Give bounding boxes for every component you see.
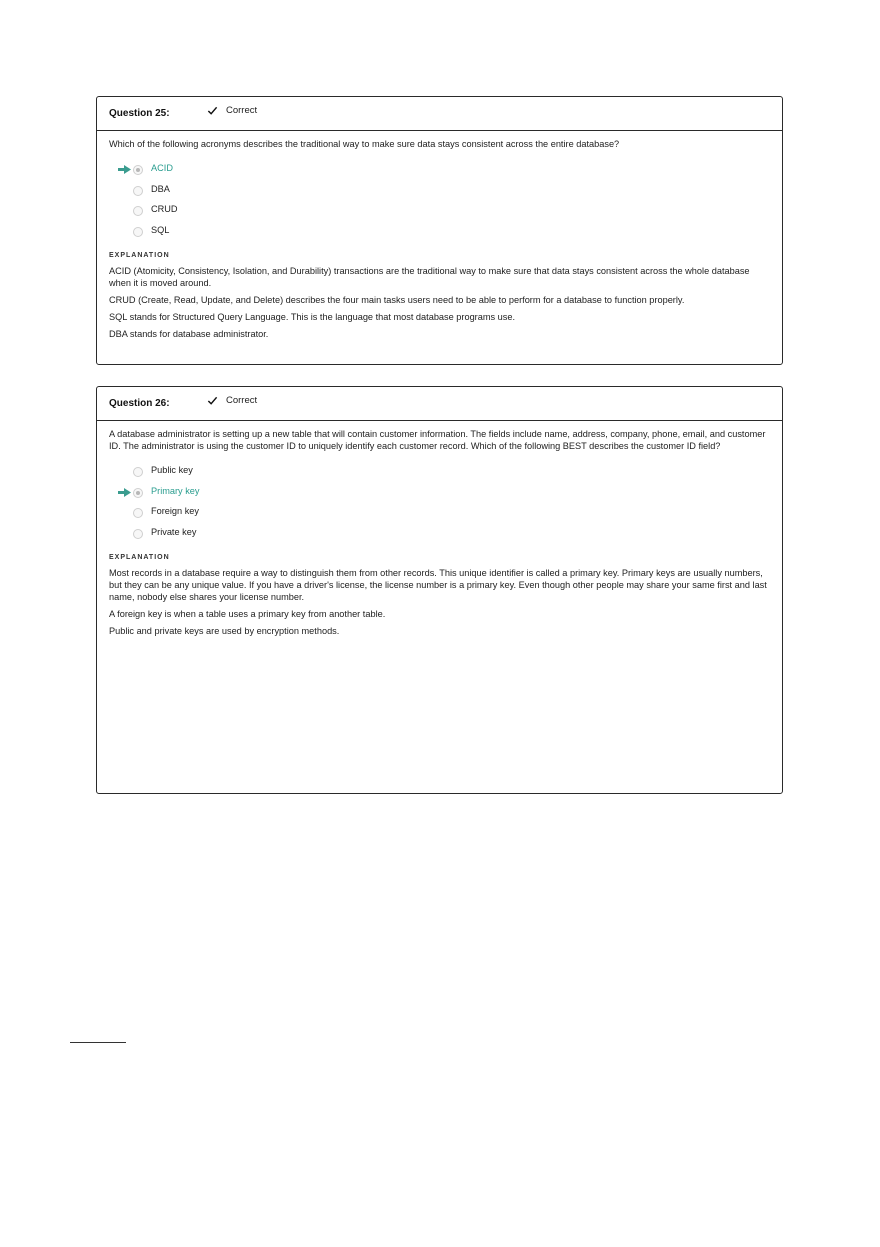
result-status-label: Correct [226,105,258,116]
option-label: Public key [151,465,193,475]
option-label: ACID [151,163,173,173]
answer-option[interactable] [109,524,770,545]
explanation-paragraph: Public and private keys are used by encryption methods. [109,626,340,636]
question-card-25 [96,96,783,365]
answer-options [109,160,770,242]
answer-option[interactable] [109,181,770,202]
explanation-paragraph: CRUD (Create, Read, Update, and Delete) describes the four main tasks users need to be able to perform for a database to function properly. [109,295,685,305]
radio-button[interactable] [133,467,143,477]
answer-option[interactable] [109,462,770,483]
result-status-label: Correct [226,395,258,406]
checkmark-icon [207,105,218,116]
option-label: Foreign key [151,506,200,516]
question-text: Which of the following acronyms describes the traditional way to make sure data stays consistent across the entire database? [109,139,620,149]
radio-button[interactable] [133,206,143,216]
option-label: CRUD [151,204,178,214]
checkmark-icon [207,395,218,406]
radio-button[interactable] [133,186,143,196]
explanation-heading: EXPLANATION [109,252,170,259]
radio-button[interactable] [133,227,143,237]
explanation-heading: EXPLANATION [109,554,170,561]
explanation-paragraph: DBA stands for database administrator. [109,329,269,339]
explanation-paragraph: Most records in a database require a way to distinguish them from other records. This unique identifier is called a primary key. Primary keys are usually numbers, but they can be any unique value. If you have a driver's license, the license number is a primary key. Even though other people may share your same first and last name, nobody else shares your license number. [109,568,767,602]
question-title: Question 25: [109,108,170,119]
radio-button[interactable] [133,488,143,498]
question-header [97,387,782,421]
answer-option[interactable] [109,160,770,181]
answer-option[interactable] [109,483,770,504]
result-status [207,395,257,406]
option-label: SQL [151,224,170,235]
question-title: Question 26: [109,398,170,409]
explanation-paragraph: ACID (Atomicity, Consistency, Isolation, and Durability) transactions are the traditional way to make sure that data stays consistent across the whole database when it is moved around. [109,266,750,288]
radio-button[interactable] [133,529,143,539]
explanation-paragraph: A foreign key is when a table uses a primary key from another table. [109,609,386,619]
footer-divider [70,1042,126,1043]
radio-button[interactable] [133,165,143,175]
question-header [97,97,782,131]
radio-button[interactable] [133,508,143,518]
result-status [207,105,257,116]
answer-option[interactable] [109,201,770,222]
answer-options [109,462,770,544]
option-label: DBA [151,183,170,194]
answer-option[interactable] [109,503,770,524]
option-label: Primary key [151,485,200,496]
explanation-paragraph: SQL stands for Structured Query Language. This is the language that most database programs use. [109,312,516,322]
answer-option[interactable] [109,222,770,243]
option-label: Private key [151,526,197,537]
selected-arrow-icon [118,488,131,497]
question-card-26 [96,386,783,794]
selected-arrow-icon [118,165,131,174]
question-text: A database administrator is setting up a new table that will contain customer information. The fields include name, address, company, phone, email, and customer ID. The administrator is using the customer ID to uniquely identify each customer record. Which of the following BEST describes the customer ID field? [109,429,766,451]
